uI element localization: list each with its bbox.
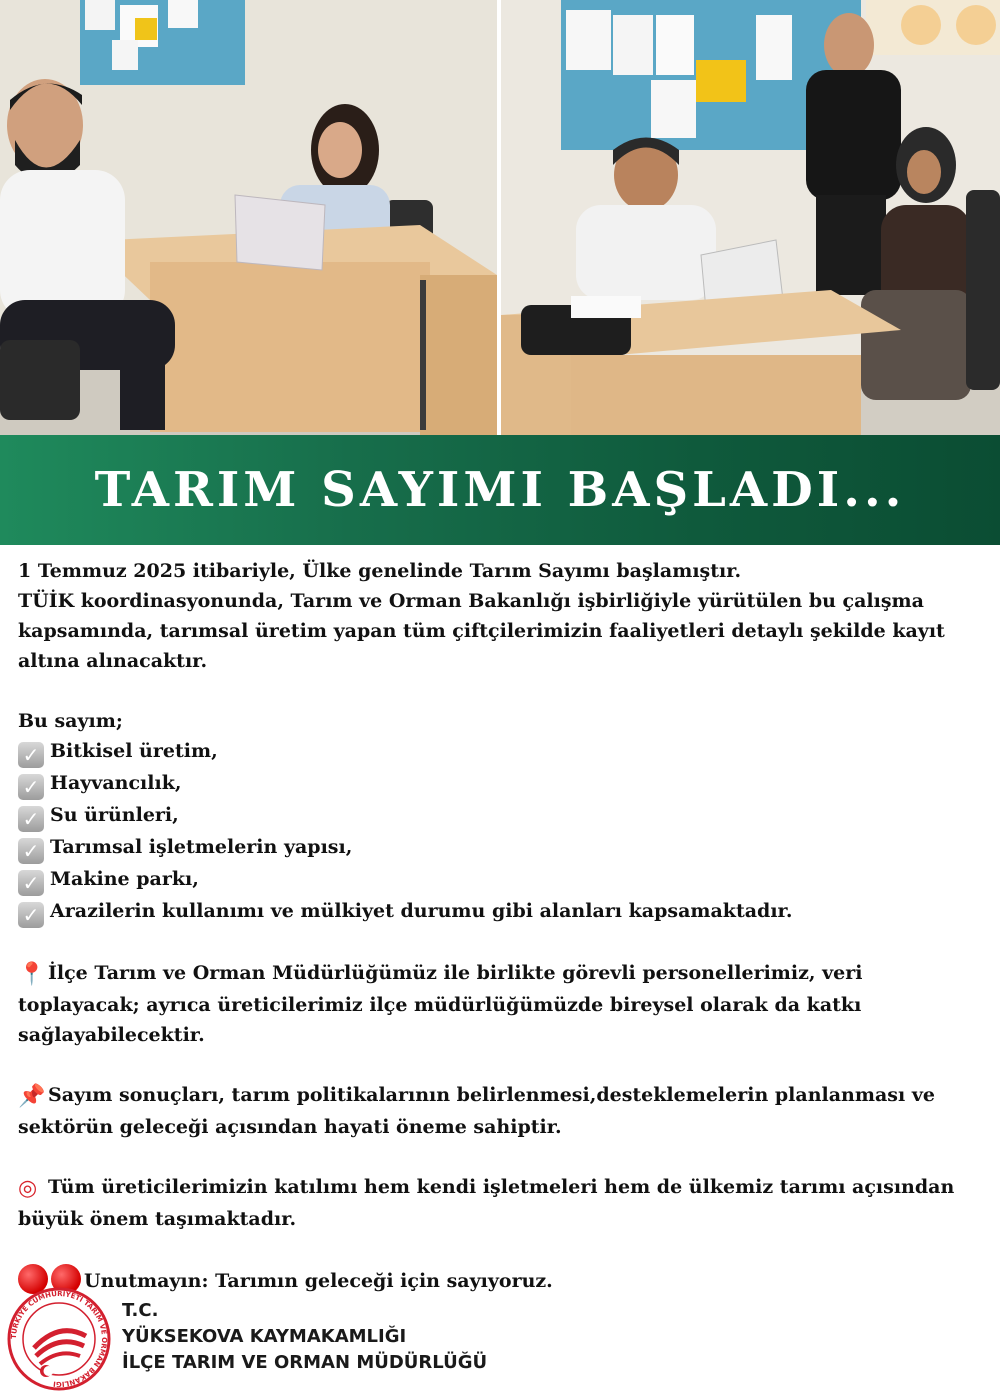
intro-line-2: TÜİK koordinasyonunda, Tarım ve Orman Bakanlığı işbirliğiyle yürütülen bu çalışma kapsamında, tarımsal üretim yapan tüm çiftçilerimizin faaliyetleri detaylı şekilde kayıt altına alınacaktır. [18, 590, 945, 672]
photo-census-interview-right [501, 0, 1000, 435]
personnel-paragraph: 📍 İlçe Tarım ve Orman Müdürlüğümüz ile birlikte görevli personellerimiz, veri toplayacak; ayrıca üreticilerimiz ilçe müdürlüğümüzde bireysel olarak da katkı sağlayabilecektir. [18, 962, 863, 1046]
page-title: TARIM SAYIMI BAŞLADI... [94, 462, 906, 518]
check-box-icon: ✓ [18, 774, 44, 800]
ministry-logo [6, 1286, 112, 1392]
logo-ring-text: TÜRKİYE CUMHURİYETİ TARIM VE ORMAN BAKANLIĞI [9, 1289, 109, 1389]
photo-illustration-right [501, 0, 1000, 435]
list-item: ✓ Hayvancılık, [18, 768, 988, 800]
check-box-icon: ✓ [18, 838, 44, 864]
list-item: ✓ Bitkisel üretim, [18, 736, 988, 768]
check-box-icon: ✓ [18, 870, 44, 896]
organization-block [122, 1298, 487, 1376]
pushpin-icon: 📌 [18, 1084, 46, 1109]
list-item: ✓ Makine parkı, [18, 864, 988, 896]
announcement-body [18, 556, 988, 1296]
reminder-paragraph: Unutmayın: Tarımın geleceği için sayıyoruz. [18, 1264, 988, 1296]
scope-heading: Bu sayım; [18, 710, 123, 732]
list-item: ✓ Arazilerin kullanımı ve mülkiyet durumu gibi alanları kapsamaktadır. [18, 896, 988, 928]
scope-list [18, 736, 988, 928]
org-country: T.C. [122, 1300, 159, 1321]
participation-paragraph: ◎ Tüm üreticilerimizin katılımı hem kendi işletmeleri hem de ülkemiz tarımı açısından büyük önem taşımaktadır. [18, 1176, 955, 1230]
check-box-icon: ✓ [18, 902, 44, 928]
title-banner [0, 435, 1000, 545]
check-box-icon: ✓ [18, 742, 44, 768]
photo-collage [0, 0, 1000, 435]
check-box-icon: ✓ [18, 806, 44, 832]
list-item: ✓ Tarımsal işletmelerin yapısı, [18, 832, 988, 864]
round-pushpin-icon: 📍 [18, 962, 46, 987]
results-paragraph: 📌 Sayım sonuçları, tarım politikalarının belirlenmesi,desteklemelerin planlanması ve sektörün geleceği açısından hayati öneme sahiptir. [18, 1084, 935, 1138]
target-icon: ◎ [18, 1176, 38, 1201]
org-directorate: İLÇE TARIM VE ORMAN MÜDÜRLÜĞÜ [122, 1352, 488, 1373]
org-district-governorship: YÜKSEKOVA KAYMAKAMLIĞI [122, 1326, 407, 1347]
photo-illustration-left [0, 0, 497, 435]
photo-census-interview-left [0, 0, 497, 435]
list-item: ✓ Su ürünleri, [18, 800, 988, 832]
intro-line-1: 1 Temmuz 2025 itibariyle, Ülke genelinde Tarım Sayımı başlamıştır. [18, 560, 742, 582]
